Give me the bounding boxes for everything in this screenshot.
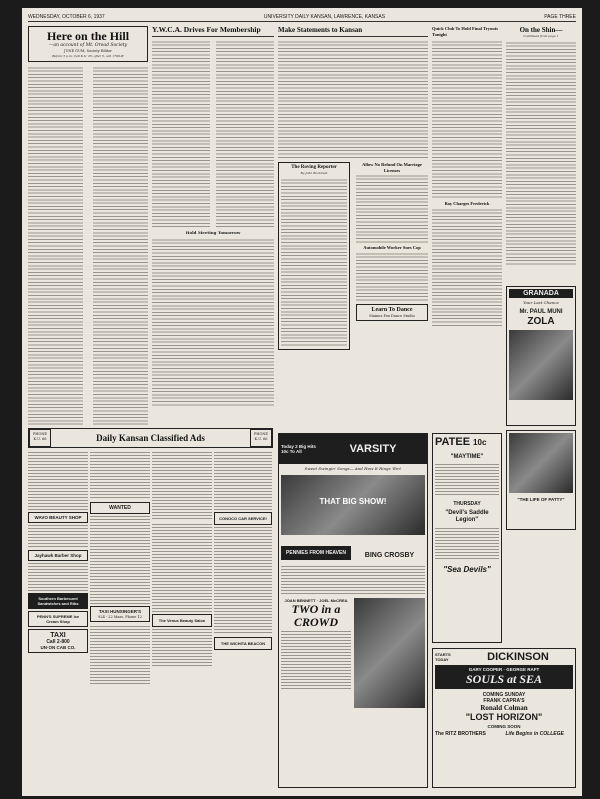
newspaper-page xyxy=(22,8,582,796)
classified-columns xyxy=(28,450,273,684)
hill-editor: JUNE GUM, Society Editor xyxy=(64,49,112,53)
roving-title: The Roving Reporter xyxy=(291,165,337,170)
quick-club-column xyxy=(432,26,502,446)
classified-col-4 xyxy=(214,450,272,684)
shin-title: On the Shin— xyxy=(519,26,563,34)
classified-phone-left: PHONE K.U. 66 xyxy=(29,429,51,447)
classified-phone-right: PHONE K.U. 66 xyxy=(250,429,272,447)
classified-section xyxy=(28,428,273,788)
jayhawk-text xyxy=(28,561,88,591)
colman-name: Ronald Colman xyxy=(480,704,528,712)
hill-subtitle: —an account of Mt. Oread Society xyxy=(48,43,128,48)
union-cab: UN·ON CAB CO. xyxy=(40,645,76,650)
classified-title: Daily Kansan Classified Ads xyxy=(96,433,205,443)
devil-title: "Devil's Saddle Legion" xyxy=(445,510,489,523)
life-photo xyxy=(509,433,573,493)
refund-headline: Allow No Refund On Marriage Licenses xyxy=(362,162,422,173)
ritz-film: Life Begins in COLLEGE xyxy=(505,731,564,737)
roving-text xyxy=(281,177,347,347)
granada-photo xyxy=(509,330,573,400)
varsity-tagline: Sweet Swingin' Songs— And How It Rings 'Em! xyxy=(304,466,402,471)
hunsinger-ad xyxy=(90,606,150,622)
society-text-right xyxy=(93,65,148,425)
classified-col-2 xyxy=(90,450,150,684)
souls-title: SOULS at SEA xyxy=(465,672,543,686)
beacon-ad: THE WICHITA BEACON xyxy=(214,637,272,650)
big-show-title: THAT BIG SHOW! xyxy=(319,497,387,506)
taxi-ad xyxy=(28,629,88,653)
hill-deadline: Before 5 p.m. Call K.U. 25, after 5, call 1799-W xyxy=(52,53,124,58)
wavo-ad: WAVO BEAUTY SHOP xyxy=(28,512,88,523)
two-crowd-left xyxy=(281,598,351,708)
granada-continued-ad xyxy=(506,430,576,530)
hunsinger-phone: 924 - 22 Mass. Phone 12 xyxy=(98,614,142,619)
quick-club-title: Quick Club To Hold Final Tryouts Tonight xyxy=(432,26,498,37)
granada-tagline: Your Last Chance xyxy=(523,300,559,305)
statements-right-col xyxy=(356,162,428,321)
patee-thursday: THURSDAY xyxy=(453,501,481,507)
hill-title: Here on the Hill xyxy=(46,29,130,43)
automobile-text xyxy=(356,251,428,301)
wanted-text xyxy=(90,514,150,604)
jayhawk-ad: Jayhawk Barber Shop xyxy=(28,550,88,561)
granada-title: GRANADA xyxy=(509,289,573,298)
bay-text xyxy=(432,207,502,327)
masthead-title: UNIVERSITY DAILY KANSAN, LAWRENCE, KANSAS xyxy=(263,13,386,20)
statements-column xyxy=(278,26,428,446)
masthead xyxy=(28,12,576,22)
bay-headline: Bay Charges Frederick xyxy=(444,201,490,206)
refund-text xyxy=(356,173,428,243)
classified-text-2b xyxy=(90,624,150,684)
coming-soon: COMING SOON xyxy=(487,724,521,729)
horizon-title: "LOST HORIZON" xyxy=(465,712,543,722)
classified-text-4 xyxy=(214,450,272,510)
muni-name: Mr. PAUL MUNI xyxy=(519,309,563,315)
sea-devils-title: "Sea Devils" xyxy=(443,565,491,574)
pennies-title: PENNIES FROM HEAVEN xyxy=(281,546,351,560)
varsity-header xyxy=(279,434,427,464)
barbecue-ad: Southern Barbecued Sandwiches and Ribs xyxy=(28,593,88,609)
penn-ad: PENN'S SUPREME Ice Cream Shop xyxy=(28,611,88,627)
varsity-title: VARSITY xyxy=(349,443,397,455)
venus-text xyxy=(152,627,212,667)
zola-title: ZOLA xyxy=(527,316,555,327)
dance-title: Learn To Dance xyxy=(371,306,413,313)
society-text-left xyxy=(28,65,83,425)
ywca-text-bottom xyxy=(152,237,274,407)
two-crowd-title: TWO in a CROWD xyxy=(291,602,341,629)
dickinson-header xyxy=(435,651,573,663)
conoco-text xyxy=(214,525,272,635)
masthead-page: PAGE THREE xyxy=(544,13,576,20)
ywca-title: Y.W.C.A. Drives For Membership xyxy=(152,26,261,34)
varsity-text xyxy=(281,564,425,594)
granada-ad xyxy=(506,286,576,426)
dickinson-title: DICKINSON xyxy=(487,651,549,663)
varsity-ad xyxy=(278,433,428,788)
society-column xyxy=(28,26,148,441)
classified-text-3b xyxy=(152,522,212,612)
patee-title: PATEE xyxy=(435,436,471,448)
roving-byline: By John Bookman xyxy=(300,171,328,175)
automobile-headline: Automobile Worker Sues Cop xyxy=(363,245,421,250)
hill-header-box xyxy=(28,26,148,62)
wanted-ad: WANTED xyxy=(90,502,150,514)
ywca-subhead: Hold Meeting Tomorrow xyxy=(185,230,241,235)
two-crowd-stars: JOAN BENNETT · JOEL McCREA xyxy=(284,598,348,603)
maytime-title: "MAYTIME" xyxy=(450,454,484,460)
souls-banner xyxy=(435,665,573,689)
venus-ad: The Venus Beauty Salon xyxy=(152,614,212,627)
lost-ads xyxy=(28,450,88,510)
taxi-title: TAXI xyxy=(50,632,66,639)
souls-stars: GARY COOPER · GEORGE RAFT xyxy=(468,667,540,672)
capra-name: FRANK CAPRA'S xyxy=(483,698,525,704)
roving-box xyxy=(278,162,350,350)
coming-sunday: COMING SUNDAY xyxy=(482,692,526,698)
masthead-date: WEDNESDAY, OCTOBER 6, 1937 xyxy=(28,13,105,20)
patee-header xyxy=(435,436,499,448)
ritz-brothers: The RITZ BROTHERS xyxy=(435,731,486,737)
statements-title: Make Statements to Kansan xyxy=(278,26,363,34)
crosby-name: BING CROSBY xyxy=(364,552,415,559)
ywca-column xyxy=(152,26,274,441)
dance-studio: Mainus Fox Dance Studio xyxy=(369,313,415,318)
dickinson-starts: STARTS TODAY xyxy=(435,652,451,662)
ritz-row xyxy=(435,731,573,737)
varsity-price: Today 2 Big Hits 10c To All xyxy=(281,443,316,454)
classified-col-3 xyxy=(152,450,212,684)
classified-header xyxy=(28,428,273,448)
dance-ad xyxy=(356,304,428,322)
taxi-number: Call 2-800 xyxy=(46,639,70,645)
patee-text xyxy=(435,462,499,497)
statements-text xyxy=(278,39,428,159)
conoco-ad: CONOCO CAR SERVICE! xyxy=(214,512,272,525)
patee-ad xyxy=(432,433,502,643)
two-crowd-row xyxy=(279,596,427,710)
classified-text-3 xyxy=(152,450,212,520)
quick-club-text xyxy=(432,39,502,199)
two-crowd-photo xyxy=(354,598,425,708)
two-crowd-text xyxy=(281,629,351,689)
devil-text xyxy=(435,526,499,561)
shin-text xyxy=(506,40,576,265)
shin-column xyxy=(506,26,576,296)
patee-price: 10c xyxy=(473,437,487,447)
dickinson-ad xyxy=(432,648,576,788)
shin-byline: Continued from page 1 xyxy=(523,34,559,38)
wavo-text xyxy=(28,523,88,548)
classified-text-2 xyxy=(90,450,150,500)
ywca-text-right xyxy=(216,39,274,229)
hunsinger-title: TAXI HUNSINGER'S xyxy=(98,609,142,614)
pennies-row xyxy=(279,544,427,562)
life-of-title: "THE LIFE OF PATTY" xyxy=(517,497,565,502)
classified-col-1 xyxy=(28,450,88,684)
ywca-text-left xyxy=(152,39,210,229)
